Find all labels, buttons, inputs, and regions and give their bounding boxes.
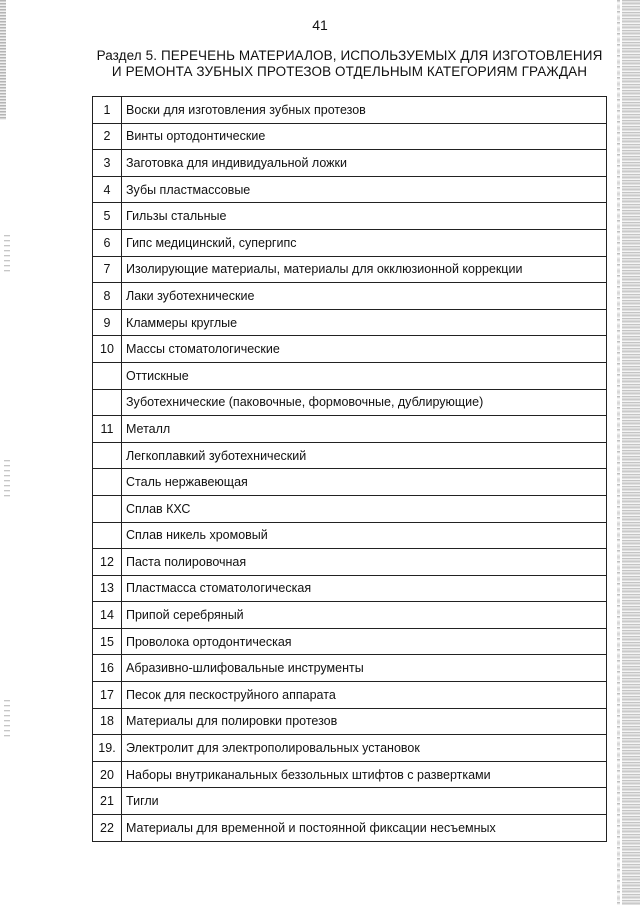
row-number — [93, 495, 122, 522]
scan-artifact-right — [622, 0, 640, 905]
material-name: Зубы пластмассовые — [122, 176, 607, 203]
material-name: Заготовка для индивидуальной ложки — [122, 150, 607, 177]
row-number: 18 — [93, 708, 122, 735]
material-name: Сплав никель хромовый — [122, 522, 607, 549]
table-row — [93, 761, 607, 788]
material-name: Оттискные — [122, 362, 607, 389]
material-name: Тигли — [122, 788, 607, 815]
material-name: Массы стоматологические — [122, 336, 607, 363]
row-number: 9 — [93, 309, 122, 336]
material-name: Легкоплавкий зуботехнический — [122, 442, 607, 469]
row-number: 16 — [93, 655, 122, 682]
section-title-line-1: Раздел 5. ПЕРЕЧЕНЬ МАТЕРИАЛОВ, ИСПОЛЬЗУЕМЫХ ДЛЯ ИЗГОТОВЛЕНИЯ — [96, 48, 603, 63]
row-number: 6 — [93, 229, 122, 256]
material-name: Воски для изготовления зубных протезов — [122, 97, 607, 124]
material-name: Проволока ортодонтическая — [122, 628, 607, 655]
material-name: Абразивно-шлифовальные инструменты — [122, 655, 607, 682]
scan-artifact-left-dots — [4, 235, 10, 275]
row-number: 3 — [93, 150, 122, 177]
material-name: Гипс медицинский, супергипс — [122, 229, 607, 256]
material-name: Металл — [122, 416, 607, 443]
section-title — [92, 48, 607, 80]
material-name: Сталь нержавеющая — [122, 469, 607, 496]
material-name: Винты ортодонтические — [122, 123, 607, 150]
table-row — [93, 602, 607, 629]
table-row — [93, 123, 607, 150]
row-number: 7 — [93, 256, 122, 283]
row-number: 13 — [93, 575, 122, 602]
row-number: 14 — [93, 602, 122, 629]
row-number: 5 — [93, 203, 122, 230]
page-number: 41 — [312, 17, 328, 33]
row-number: 12 — [93, 549, 122, 576]
row-number: 19. — [93, 735, 122, 762]
material-name: Материалы для полировки протезов — [122, 708, 607, 735]
material-name: Лаки зуботехнические — [122, 283, 607, 310]
material-name: Припой серебряный — [122, 602, 607, 629]
table-row — [93, 309, 607, 336]
row-number — [93, 389, 122, 416]
row-number: 11 — [93, 416, 122, 443]
table-row — [93, 416, 607, 443]
scan-artifact-left-dots — [4, 700, 10, 740]
row-number: 17 — [93, 682, 122, 709]
table-row — [93, 788, 607, 815]
table-row — [93, 203, 607, 230]
table-row — [93, 815, 607, 842]
row-number: 1 — [93, 97, 122, 124]
material-name: Изолирующие материалы, материалы для окклюзионной коррекции — [122, 256, 607, 283]
table-row — [93, 229, 607, 256]
material-name: Зуботехнические (паковочные, формовочные, дублирующие) — [122, 389, 607, 416]
table-row — [93, 549, 607, 576]
table-row — [93, 336, 607, 363]
scan-artifact-left-dots — [4, 460, 10, 500]
row-number: 15 — [93, 628, 122, 655]
row-number: 8 — [93, 283, 122, 310]
material-name: Электролит для электрополировальных установок — [122, 735, 607, 762]
table-row — [93, 628, 607, 655]
material-name: Кламмеры круглые — [122, 309, 607, 336]
table-row — [93, 362, 607, 389]
row-number: 21 — [93, 788, 122, 815]
table-row — [93, 682, 607, 709]
material-name: Наборы внутриканальных беззольных штифтов с развертками — [122, 761, 607, 788]
table-row — [93, 708, 607, 735]
table-row — [93, 655, 607, 682]
row-number: 10 — [93, 336, 122, 363]
row-number — [93, 442, 122, 469]
table-row — [93, 283, 607, 310]
row-number — [93, 469, 122, 496]
table-row — [93, 97, 607, 124]
material-name: Песок для пескоструйного аппарата — [122, 682, 607, 709]
table-row — [93, 150, 607, 177]
table-row — [93, 522, 607, 549]
row-number: 20 — [93, 761, 122, 788]
table-row — [93, 442, 607, 469]
row-number — [93, 522, 122, 549]
table-row — [93, 575, 607, 602]
table-row — [93, 176, 607, 203]
table-row — [93, 495, 607, 522]
material-name: Гильзы стальные — [122, 203, 607, 230]
materials-table — [92, 96, 607, 842]
material-name: Паста полировочная — [122, 549, 607, 576]
material-name: Сплав КХС — [122, 495, 607, 522]
material-name: Материалы для временной и постоянной фиксации несъемных — [122, 815, 607, 842]
material-name: Пластмасса стоматологическая — [122, 575, 607, 602]
table-row — [93, 389, 607, 416]
row-number — [93, 362, 122, 389]
table-row — [93, 256, 607, 283]
table-row — [93, 735, 607, 762]
materials-table-body — [93, 97, 607, 842]
row-number: 4 — [93, 176, 122, 203]
scan-artifact-right-line — [617, 0, 620, 905]
row-number: 22 — [93, 815, 122, 842]
row-number: 2 — [93, 123, 122, 150]
table-row — [93, 469, 607, 496]
section-title-line-2: И РЕМОНТА ЗУБНЫХ ПРОТЕЗОВ ОТДЕЛЬНЫМ КАТЕГОРИЯМ ГРАЖДАН — [111, 64, 588, 79]
